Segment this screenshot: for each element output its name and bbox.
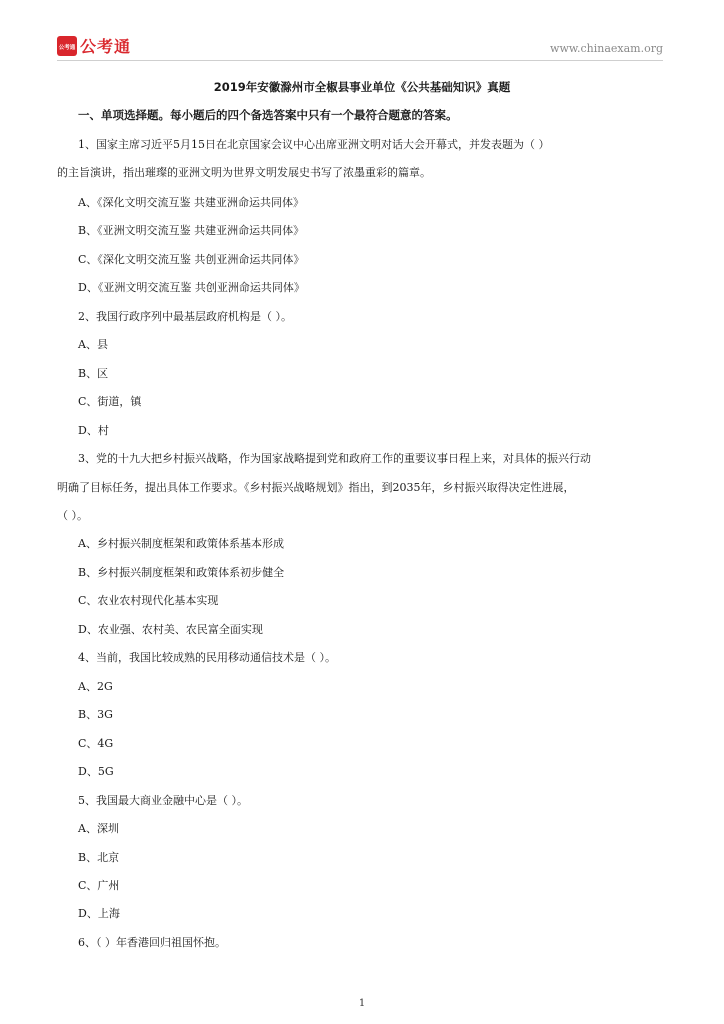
question-3-line-1: 3、党的十九大把乡村振兴战略，作为国家战略提到党和政府工作的重要议事日程上来，对具体的振兴行动 [78, 452, 591, 465]
question-1-option-c: C、《深化文明交流互鉴 共创亚洲命运共同体》 [78, 253, 305, 266]
question-5-option-d: D、上海 [78, 907, 120, 920]
question-2-line-1: 2、我国行政序列中最基层政府机构是（ ）。 [78, 310, 292, 323]
header-divider [57, 60, 663, 61]
question-4-line-1: 4、当前，我国比较成熟的民用移动通信技术是（ ）。 [78, 651, 336, 664]
brand-logo[interactable] [57, 34, 131, 57]
question-2-option-b: B、区 [78, 367, 109, 380]
question-4-option-c: C、4G [78, 737, 114, 750]
question-1-option-a: A、《深化文明交流互鉴 共建亚洲命运共同体》 [78, 196, 304, 209]
logo-text: 公考通 [80, 37, 132, 56]
question-5-option-a: A、深圳 [78, 822, 119, 835]
question-2-option-d: D、村 [78, 424, 109, 437]
question-3-option-c: C、农业农村现代化基本实现 [78, 594, 219, 607]
question-3-option-d: D、农业强、农村美、农民富全面实现 [78, 623, 263, 636]
question-6-line-1: 6、（ ）年香港回归祖国怀抱。 [78, 936, 226, 949]
site-url-link[interactable]: www.chinaexam.org [550, 42, 663, 55]
question-5-option-b: B、北京 [78, 851, 120, 864]
question-3-option-a: A、乡村振兴制度框架和政策体系基本形成 [78, 537, 284, 550]
question-1-option-b: B、《亚洲文明交流互鉴 共建亚洲命运共同体》 [78, 224, 305, 237]
logo-badge-text: 公考通 [58, 44, 76, 51]
question-3-line-2: 明确了目标任务，提出具体工作要求。《乡村振兴战略规划》指出，到2035年，乡村振兴取得决定性进展， [57, 481, 575, 494]
question-2-option-c: C、街道，镇 [78, 395, 142, 408]
question-5-line-1: 5、我国最大商业金融中心是（ ）。 [78, 794, 248, 807]
page-number: 1 [358, 998, 366, 1009]
document-title: 2019年安徽滁州市全椒县事业单位《公共基础知识》真题 [213, 80, 511, 94]
page-header [57, 34, 663, 60]
question-1-line-2: 的主旨演讲，指出璀璨的亚洲文明为世界文明发展史书写了浓墨重彩的篇章。 [57, 166, 431, 179]
question-3-line-3: （ ）。 [57, 509, 88, 522]
question-1-option-d: D、《亚洲文明交流互鉴 共创亚洲命运共同体》 [78, 281, 305, 294]
logo-badge-icon [57, 36, 77, 56]
question-3-option-b: B、乡村振兴制度框架和政策体系初步健全 [78, 566, 285, 579]
section-heading: 一、单项选择题。每小题后的四个备选答案中只有一个最符合题意的答案。 [78, 108, 458, 122]
question-1-line-1: 1、国家主席习近平5月15日在北京国家会议中心出席亚洲文明对话大会开幕式，并发表题为（ ） [78, 138, 550, 151]
question-4-option-b: B、3G [78, 708, 113, 721]
question-2-option-a: A、县 [78, 338, 108, 351]
question-5-option-c: C、广州 [78, 879, 120, 892]
question-4-option-a: A、2G [78, 680, 113, 693]
question-4-option-d: D、5G [78, 765, 114, 778]
